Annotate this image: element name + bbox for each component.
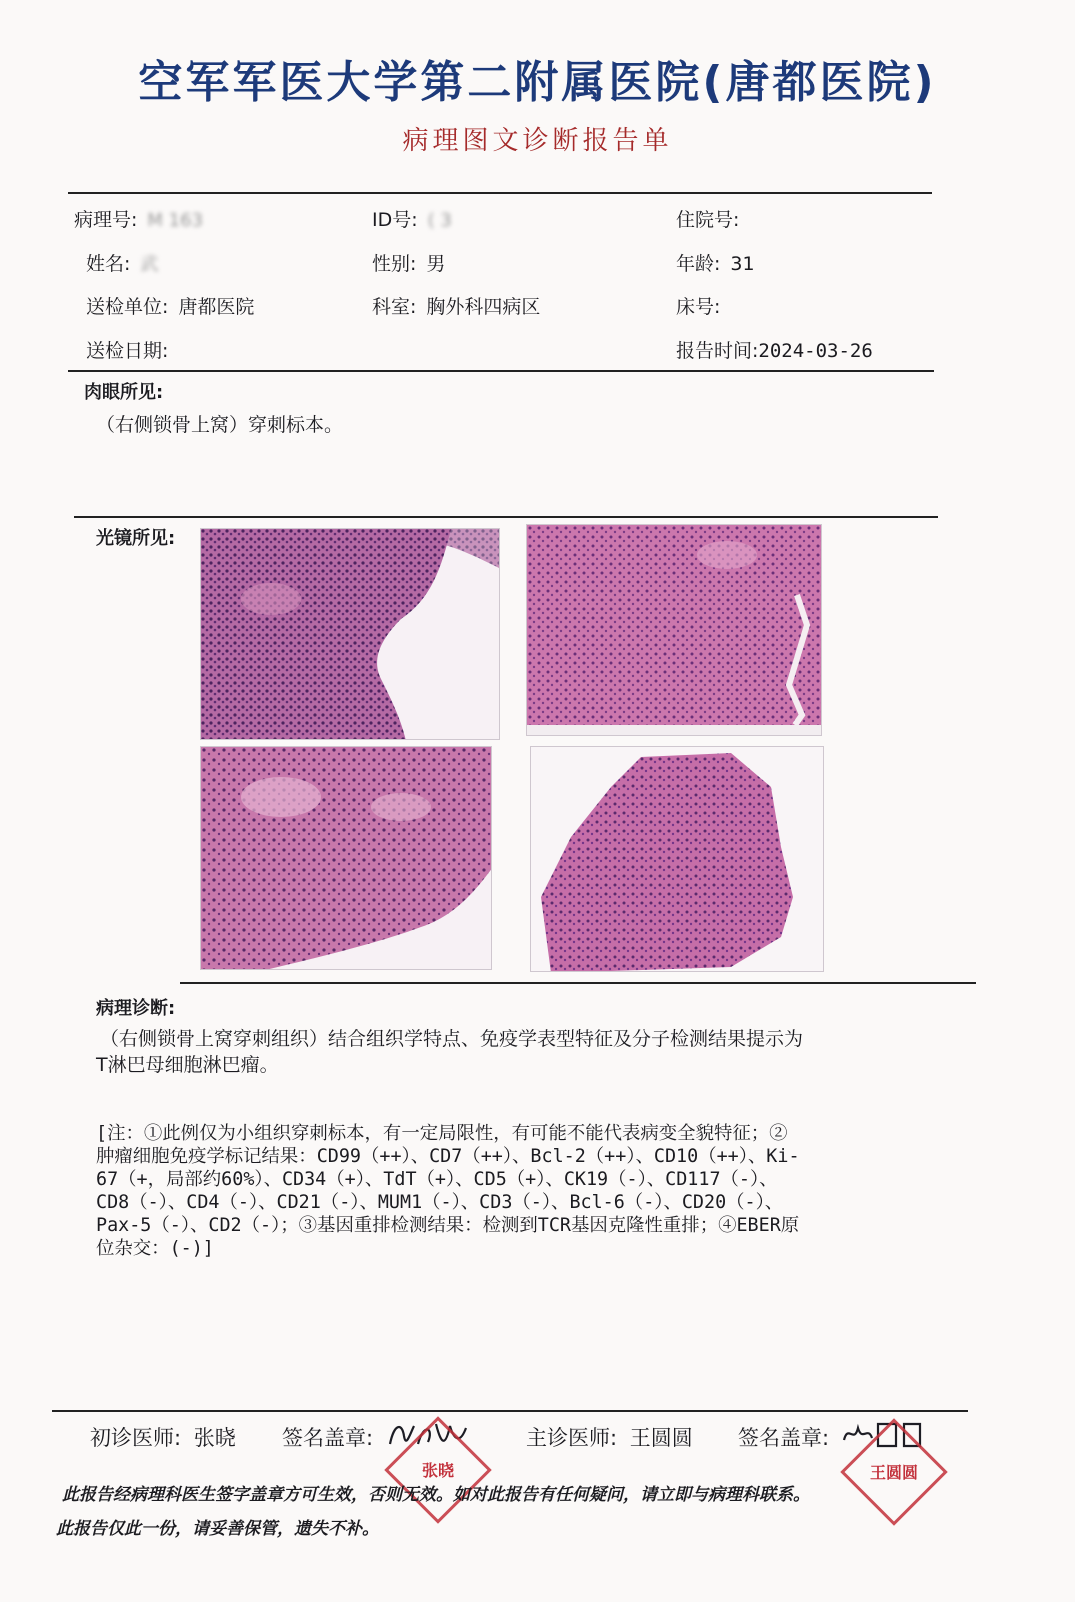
name-label: 姓名:: [86, 253, 131, 275]
inpatient-number-label: 住院号:: [676, 209, 740, 231]
hospital-name: 空军军医大学第二附属医院(唐都医院): [138, 57, 937, 108]
stamp-2-text: 王圆圆: [869, 1463, 918, 1482]
pathology-number-value: M 163: [147, 210, 204, 231]
chief-doctor-label: 主诊医师:: [526, 1426, 618, 1450]
signature-2-label: 签名盖章:: [738, 1426, 830, 1450]
gross-divider: [74, 516, 938, 518]
footer-single-copy-note: 此报告仅此一份，请妥善保管，遗失不补。: [56, 1519, 379, 1539]
signature-2-field: [738, 1422, 829, 1452]
pathology-number-field: [74, 205, 203, 232]
microscopy-label: 光镜所见:: [96, 528, 176, 549]
age-label: 年龄:: [676, 253, 721, 275]
note-line: CD8（-）、CD4（-）、CD21（-）、MUM1（-）、CD3（-）、Bcl-6（-）、CD20（-）、: [96, 1192, 784, 1213]
age-field: [676, 249, 755, 276]
submitting-unit-value: 唐都医院: [178, 296, 255, 318]
diagnosis-line-2: T淋巴母细胞淋巴瘤。: [96, 1054, 279, 1076]
stamp-2: [856, 1434, 932, 1510]
micrograph-1: [200, 528, 500, 740]
initial-doctor-field: [90, 1422, 236, 1452]
report-time-value: 2024-03-26: [758, 340, 873, 362]
micrograph-4: [530, 746, 824, 972]
micrograph-2: [526, 524, 822, 736]
note-line: 肿瘤细胞免疫学标记结果：CD99（++）、CD7（++）、Bcl-2（++）、CD10（++）、Ki-: [96, 1146, 800, 1167]
chief-doctor-field: [526, 1422, 693, 1452]
sex-label: 性别:: [372, 253, 417, 275]
gross-label: 肉眼所见:: [84, 382, 164, 403]
note-line: 67（+，局部约60%）、CD34（+）、TdT（+）、CD5（+）、CK19（-）、CD117（-）、: [96, 1169, 778, 1190]
signature-divider: [52, 1410, 968, 1412]
department-label: 科室:: [372, 296, 417, 318]
signature-1-field: [282, 1422, 373, 1452]
submitting-unit-field: [86, 292, 254, 319]
stamp-1-text: 张晓: [421, 1461, 454, 1480]
inpatient-number-field: [676, 205, 749, 232]
department-value: 胸外科四病区: [426, 296, 541, 318]
note-line: 位杂交：(-)]: [96, 1238, 214, 1259]
header-divider: [68, 192, 932, 194]
note-line: [注：①此例仅为小组织穿刺标本，有一定局限性，有可能不能代表病变全貌特征；②: [96, 1123, 788, 1144]
diagnosis-line-1: （右侧锁骨上窝穿刺组织）结合组织学特点、免疫学表型特征及分子检测结果提示为: [100, 1028, 804, 1050]
name-field: [86, 249, 158, 276]
gross-text: （右侧锁骨上窝）穿刺标本。: [96, 414, 344, 436]
report-time-field: [676, 336, 873, 363]
footer-validity-note: 此报告经病理科医生签字盖章方可生效，否则无效。如对此报告有任何疑问，请立即与病理科联系。: [62, 1485, 810, 1505]
id-value: ( 3: [427, 210, 452, 231]
info-divider: [68, 370, 934, 372]
submission-date-field: [86, 336, 178, 363]
diagnosis-label: 病理诊断:: [96, 998, 176, 1019]
diagnosis-note: [96, 1122, 966, 1260]
age-value: 31: [730, 253, 755, 275]
signature-1-label: 签名盖章:: [282, 1426, 374, 1450]
sex-value: 男: [426, 253, 446, 275]
bed-label: 床号:: [676, 296, 721, 318]
submitting-unit-label: 送检单位:: [86, 296, 169, 318]
chief-doctor-name: 王圆圆: [629, 1426, 693, 1450]
report-title: 病理图文诊断报告单: [402, 126, 673, 156]
bed-field: [676, 292, 730, 319]
report-time-label: 报告时间:: [676, 340, 759, 362]
pathology-number-label: 病理号:: [74, 209, 138, 231]
sex-field: [372, 249, 445, 276]
initial-doctor-name: 张晓: [193, 1426, 236, 1450]
note-line: Pax-5（-）、CD2（-）；③基因重排检测结果：检测到TCR基因克隆性重排；④EBER原: [96, 1215, 800, 1236]
initial-doctor-label: 初诊医师:: [90, 1426, 182, 1450]
id-field: [372, 205, 452, 232]
submission-date-label: 送检日期:: [86, 340, 169, 362]
microscopy-divider: [180, 982, 976, 984]
micrograph-3: [200, 746, 492, 970]
name-value: 武: [140, 254, 159, 275]
id-label: ID号:: [372, 209, 418, 231]
department-field: [372, 292, 540, 319]
